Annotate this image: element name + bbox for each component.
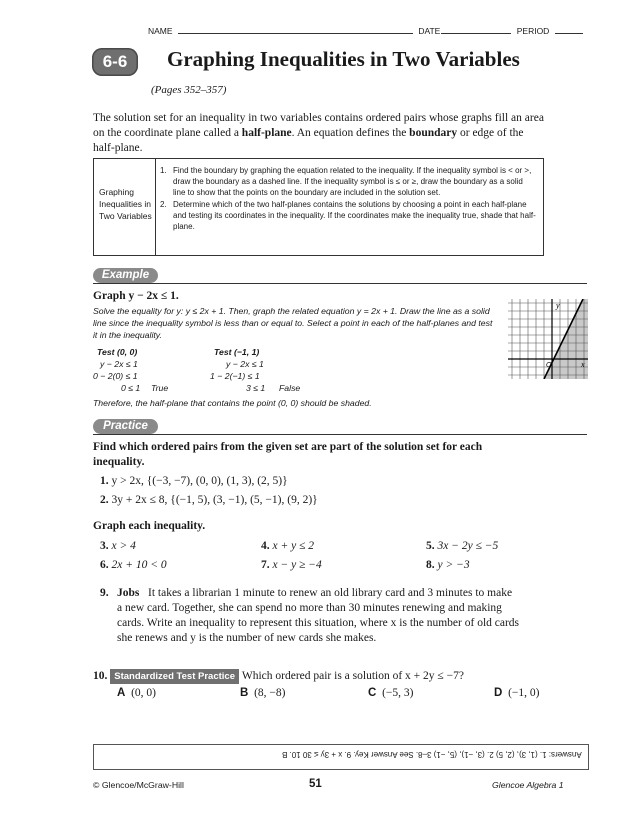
concept-step: 1. Find the boundary by graphing the equation related to the inequality. If the inequality symbol is < or >, draw the boundary as a dashed line. If the inequality symbol is ≤ or ≥, draw the boundary as a solid line to show that the points on the boundary are included in the solution set. [160, 166, 532, 198]
test1-line: 0 ≤ 1 [121, 383, 141, 393]
practice-divider [93, 434, 587, 435]
student-info-header [148, 26, 583, 36]
jobs-label: Jobs [117, 587, 140, 599]
test1-line: 0 − 2(0) ≤ 1 [93, 371, 138, 381]
standardized-test-badge: Standardized Test Practice [110, 669, 239, 684]
problem-7: 7. x − y ≥ −4 [261, 559, 322, 571]
example-conclusion: Therefore, the half-plane that contains the point (0, 0) should be shaded. [93, 398, 372, 408]
concept-steps [159, 165, 537, 232]
choice-a[interactable]: A (0, 0) [117, 687, 156, 699]
choice-b[interactable]: B (8, −8) [240, 687, 286, 699]
example-heading: Graph y − 2x ≤ 1. [93, 290, 179, 302]
test2-title: Test (−1, 1) [214, 347, 260, 357]
example-divider [93, 283, 587, 284]
problem-4: 4. x + y ≤ 2 [261, 540, 315, 552]
test1-result: True [151, 383, 169, 393]
problem-6: 6. 2x + 10 < 0 [100, 559, 167, 571]
origin-label: O [546, 362, 552, 369]
y-axis-label: y [556, 301, 560, 310]
footer-copyright: © Glencoe/McGraw-Hill [93, 780, 184, 790]
intro-text: The solution set for an inequality in two variables contains ordered pairs whose graphs fill an area on the coordinate plane called a [93, 112, 544, 139]
x-axis-label: x [581, 360, 585, 369]
name-label: NAME [148, 26, 173, 36]
test1-title: Test (0, 0) [97, 347, 138, 357]
problem-2: 2. 3y + 2x ≤ 8, {(−1, 5), (3, −1), (5, −1), (9, 2)} [100, 494, 318, 506]
term-boundary: boundary [409, 127, 458, 139]
intro-text: or edge of the half-plane. [93, 127, 524, 154]
page-number: 51 [309, 778, 322, 790]
name-blank[interactable] [178, 33, 413, 34]
example-graph [508, 299, 588, 379]
term-half-plane: half-plane [241, 127, 292, 139]
practice-tab: Practice [93, 419, 158, 434]
lesson-number-badge: 6-6 [92, 48, 138, 76]
jobs-text: It takes a librarian 1 minute to renew an old library card and 3 minutes to make a new card. Together, she can spend no more than 30 minutes renewing and making cards. Write an inequality to represent this situation, where x is the number of old cards she renews and y is the number of new cards she makes. [117, 587, 520, 644]
concept-box-label: Graphing Inequalities in Two Variables [94, 159, 156, 255]
date-label: DATE [418, 26, 441, 36]
choice-c[interactable]: C (−5, 3) [368, 687, 414, 699]
concept-step: 2. Determine which of the two half-planes contains the solutions by choosing a point in each half-plane and testing its coordinates in the inequality. If the coordinates make the inequality true, shade that half-plane. [160, 199, 536, 232]
test2-line: 1 − 2(−1) ≤ 1 [210, 371, 260, 381]
example-body: Solve the equality for y: y ≤ 2x + 1. Then, graph the related equation y = 2x + 1. Draw the line as a solid line since the inequality symbol is less than or equal to. Select a point in each of the half-planes and test it in the inequality. [93, 306, 493, 340]
page-reference: (Pages 352–357) [151, 84, 227, 96]
intro-text: . An equation defines the [291, 127, 410, 139]
test1-line: y − 2x ≤ 1 [100, 359, 138, 369]
footer-book-title: Glencoe Algebra 1 [492, 780, 564, 790]
concept-box [93, 158, 544, 256]
problem-3: 3. x > 4 [100, 540, 136, 552]
test2-line: y − 2x ≤ 1 [226, 359, 264, 369]
answers-text: Answers: 1. (1, 3), (2, 5) 2. (3, −1), (5, −1) 3–8. See Answer Key. 9. x + 3y ≤ 30 10. B [282, 750, 582, 759]
choice-d[interactable]: D (−1, 0) [494, 687, 540, 699]
problem-5: 5. 3x − 2y ≤ −5 [426, 540, 499, 552]
date-blank[interactable] [441, 33, 511, 34]
problem-9: 9. Jobs It takes a librarian 1 minute to renew an old library card and 3 minutes to make a new card. Together, she can spend no more than 30 minutes renewing and making cards. Write an inequality to represent this situation, where x is the number of old cards she renews and y is the number of new cards she makes. [100, 587, 520, 644]
answers-box [93, 744, 589, 770]
intro-paragraph [93, 111, 548, 156]
test2-line: 3 ≤ 1 [246, 383, 266, 393]
problem-1: 1. y > 2x, {(−3, −7), (0, 0), (1, 3), (2, 5)} [100, 475, 288, 487]
period-label: PERIOD [516, 26, 550, 36]
problem-10: 10. Standardized Test Practice Which ordered pair is a solution of x + 2y ≤ −7? [93, 670, 464, 682]
problem-8: 8. y > −3 [426, 559, 470, 571]
period-blank[interactable] [555, 33, 583, 34]
practice-instructions-2: Graph each inequality. [93, 520, 206, 532]
problem-10-question: Which ordered pair is a solution of x + 2y ≤ −7? [241, 670, 464, 682]
page-title: Graphing Inequalities in Two Variables [167, 47, 520, 71]
test2-result: False [279, 383, 301, 393]
practice-instructions-1: Find which ordered pairs from the given set are part of the solution set for each inequality. [93, 441, 483, 468]
example-tab: Example [93, 268, 158, 283]
